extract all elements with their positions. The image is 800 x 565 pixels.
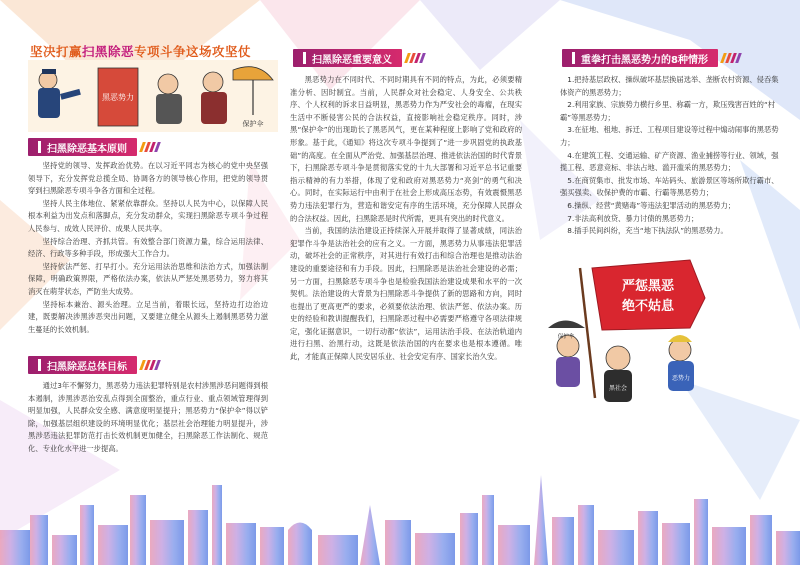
- situation-item: 5.在商贸集市、批发市场、车站码头、旅游景区等场所欺行霸市、强买强卖、收保护费的市霸、行霸等黑恶势力；: [560, 175, 779, 198]
- situation-item: 2.利用家族、宗族势力横行乡里、称霸一方，欺压残害百姓的“村霸”等黑恶势力；: [560, 100, 776, 122]
- goals-paragraph: 通过3年不懈努力，黑恶势力违法犯罪特别是农村涉黑涉恶问题得到根本遏制，涉黑涉恶治安乱点得到全面整治，重点行业、重点领域管理得到明显加强，人民群众安全感、满意度明显提升；黑恶势力“保护伞”得以铲除，加强基层组织建设的环境明显优化；基层社会治理能力明显提升，涉黑涉恶违法犯罪防范打击长效机制更加健全，扫黑除恶工作法制化、规范化、专业化水平进一步提高。: [28, 381, 268, 453]
- illustration-banner-fight: [540, 258, 720, 408]
- situation-item: 8.插手民间纠纷，充当“地下执法队”的黑恶势力。: [567, 226, 728, 236]
- header-mark: [572, 52, 575, 64]
- section-header-situations: [562, 49, 742, 67]
- section-header-significance: [293, 49, 426, 67]
- situation-item: 7.非法高利放贷、暴力讨债的黑恶势力；: [567, 213, 699, 223]
- figure-label-gangster: 黑社会: [608, 385, 628, 392]
- principles-paragraph: 坚持综合治理、齐抓共管。有效整合部门资源力量，综合运用法律、经济、行政等多种手段，形成强大工作合力。: [28, 236, 268, 259]
- header-mark: [38, 359, 41, 371]
- illustration-police-vs-gang: [28, 60, 278, 132]
- main-title-part3: 专项斗争这场攻坚仗: [134, 44, 252, 59]
- illus-label-gang: 黑恶势力: [102, 93, 134, 102]
- illus-label-umbrella: 保护伞: [242, 120, 264, 128]
- main-title-part1: 坚决打赢: [30, 44, 83, 59]
- section-title-significance: 扫黑除恶重要意义: [312, 54, 392, 66]
- banner-line2: 绝不姑息: [621, 299, 675, 314]
- principles-paragraph: 坚持标本兼治、源头治理。立足当前，着眼长远，坚持边打边治边建，既要解决涉黑涉恶突出问题，又要建立健全从源头上遏制黑恶势力滋生蔓延的长效机制。: [28, 299, 268, 334]
- principles-paragraph: 坚持党的领导、发挥政治优势。在以习近平同志为核心的党中央坚强领导下，充分发挥党总揽全局、协调各方的领导核心作用，把党的领导贯穿到扫黑除恶专项斗争各方面和全过程。: [28, 161, 268, 196]
- section-title-principles: 扫黑除恶基本原则: [47, 143, 127, 155]
- section-title-goals: 扫黑除恶总体目标: [47, 361, 127, 373]
- main-title-part2: 扫黑除恶: [82, 44, 135, 59]
- situation-item: 1.把持基层政权、操纵破坏基层换届选举、垄断农村资源、侵吞集体资产的黑恶势力；: [560, 75, 779, 97]
- situation-item: 6.操纵、经营“黄赌毒”等违法犯罪活动的黑恶势力；: [567, 200, 736, 210]
- situation-item: 4.在建筑工程、交通运输、矿产资源、渔业捕捞等行业、领域，强揽工程、恶意竞标、非法占地、滥开滥采的黑恶势力；: [560, 150, 779, 173]
- significance-paragraph: 黑恶势力在不同时代、不同时期具有不同的特点，为此，必须要精准分析、因时制宜。当前，人民群众对社会稳定、人身安全、公共秩序、个人权利的诉求日益明显，黑恶势力作为严安社会的毒瘤，在现实生活中不断侵害公民的合法权益，直接影响社会稳定秩序。同时，涉黑“保护伞”的出现助长了黑恶风气，更在某种程度上影响了党和政府的形象。基于此，《通知》将这次专项斗争提到了“进一步巩固党的执政基础”的高度。在全面从严治党、加强基层治理、推进依法治国的时代背景下，扫黑除恶专项斗争是贯彻落实党的十九大部署和习近平总书记重要指示精神的有力举措，体现了党和政府对黑恶势力“亮剑”的勇气和决心。同时，在实际运行中由利于在社会上形成高压态势，有效震慑黑恶势力违法犯罪行为，营造和谐安定有序的生活环境，充分保障人民群众的合法权益。因此，扫黑除恶是时代所需，更具有突出的时代意义。: [290, 75, 522, 223]
- significance-text: [290, 74, 522, 364]
- principles-paragraph: 坚持依法严惩、打早打小。充分运用法治思维和法治方式，加强法制保障，明确政策界限，严格依法办案，依法从严惩处黑恶势力，努力将其消灭在萌芽状态，严防坐大成势。: [28, 261, 268, 296]
- main-title: [30, 42, 251, 60]
- principles-paragraph: 坚持人民主体地位、紧紧依靠群众。坚持以人民为中心，以保障人民根本利益为出发点和落脚点，充分发动群众，实现扫黑除恶专项斗争过程人民参与、成效人民评价、成果人民共享。: [28, 198, 268, 233]
- section-header-goals: [28, 356, 161, 374]
- header-stripes: [406, 53, 426, 63]
- figure-label-evil-force: 恶势力: [671, 375, 691, 382]
- principles-text: [28, 160, 268, 336]
- header-mark: [303, 52, 306, 64]
- section-title-situations: 重拳打击黑恶势力的8种情形: [581, 54, 708, 66]
- header-stripes: [141, 142, 161, 152]
- header-stripes: [141, 360, 161, 370]
- header-mark: [38, 141, 41, 153]
- header-stripes: [722, 53, 742, 63]
- significance-paragraph: 当前，我国的法治建设正持续深入开展并取得了显著成绩，同法治犯罪作斗争是法治社会的应有之义。一方面，黑恶势力从事违法犯罪活动，破坏社会的正常秩序，对其进行有效打击和综合治理也是推动法治建设的重要途径和有力手段。因此，扫黑除恶是法治社会建设的必需；另一方面，扫黑除恶专项斗争也是检验我国法治建设成果和水平的一次契机。法治建设的大背景为扫黑除恶斗争提供了新的思路和方向，同时也提出了更高更严的要求，必须要依法治理、依法严惩、依法办案。历史的经验和教训提醒我们，扫黑除恶过程中必需要严格遵守各项法律规定，强化证据意识，一切行动都“依法”，运用法治手段、在法治轨道内进行扫黑、治黑行动，这既是依法治国的内在要求也是根本遵循。唯此，才能真正保障人民安居乐业、社会安定有序、国家长治久安。: [290, 226, 522, 362]
- situation-item: 3.在征地、租地、拆迁、工程项目建设等过程中煽动闹事的黑恶势力；: [560, 125, 779, 147]
- banner-line1: 严惩黑恶: [621, 279, 675, 294]
- section-header-principles: [28, 138, 161, 156]
- situations-list: [560, 74, 785, 238]
- city-skyline: [0, 435, 800, 565]
- figure-label-umbrella: 保护伞: [557, 334, 575, 340]
